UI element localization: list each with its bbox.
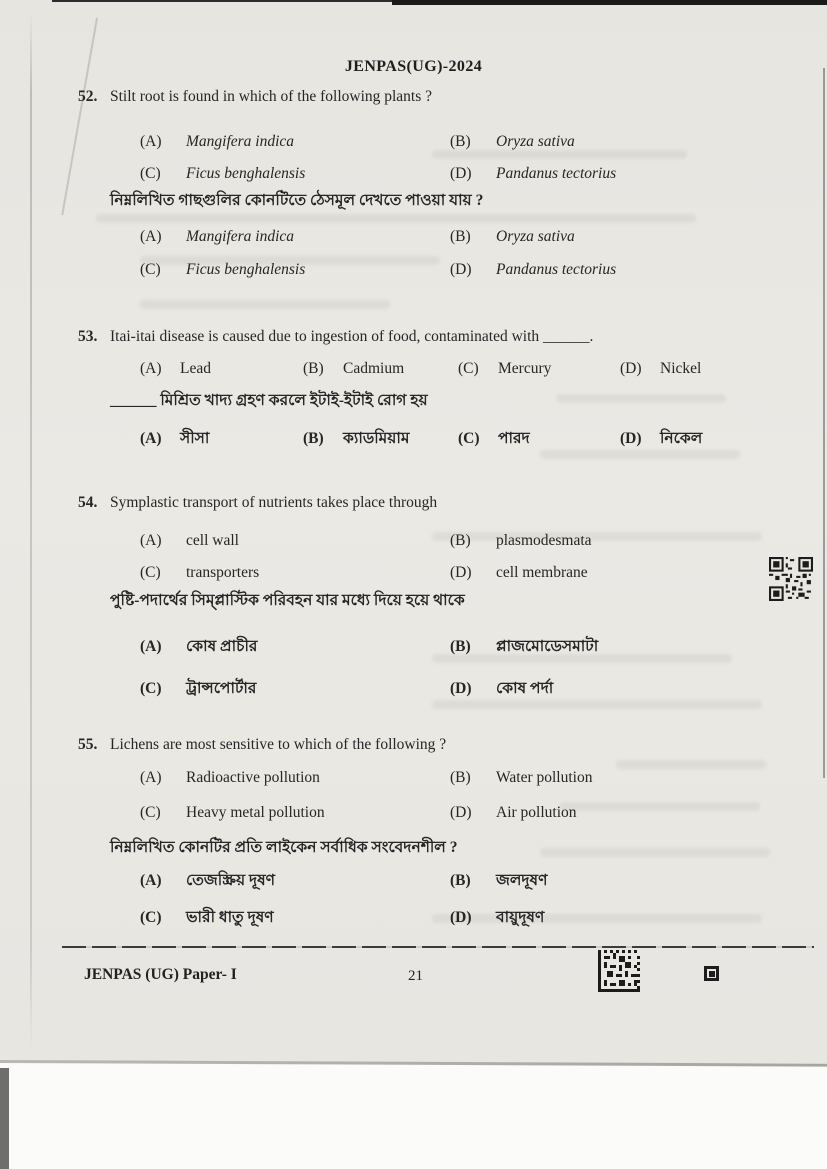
option-d (450, 907, 827, 928)
option-key: (D) (450, 909, 472, 926)
option-a (140, 131, 450, 152)
option-d (450, 802, 827, 823)
option-text: Ficus benghalensis (186, 261, 306, 278)
option-key: (D) (450, 680, 472, 697)
question-text-bn: ______ মিশ্রিত খাদ্য গ্রহণ করলে ইটাই-ইটাই রোগ হয় (110, 392, 428, 409)
question-block-54 (0, 492, 827, 699)
option-c (458, 428, 620, 449)
option-text: Cadmium (343, 360, 405, 377)
footer-divider (62, 946, 814, 948)
option-text: Mangifera indica (186, 228, 295, 245)
square-corner-mark (704, 966, 719, 981)
option-a (140, 767, 450, 788)
option-text: Heavy metal pollution (186, 804, 325, 821)
option-key: (A) (140, 430, 162, 447)
option-text: Pandanus tectorius (496, 261, 617, 278)
option-key: (B) (450, 133, 471, 150)
bleed-through-artifact (432, 700, 762, 709)
question-text-en: Lichens are most sensitive to which of the following ? (110, 736, 447, 753)
option-text: plasmodesmata (496, 532, 592, 549)
option-a (140, 636, 450, 657)
option-key: (D) (450, 165, 472, 182)
options-en (140, 358, 827, 379)
qr-code (769, 557, 813, 601)
scanner-background (0, 1063, 827, 1169)
options-bn (140, 636, 827, 699)
option-key: (C) (140, 909, 162, 926)
option-text: ভারী ধাতু দূষণ (186, 909, 274, 926)
option-c (140, 802, 450, 823)
bleed-through-artifact (540, 450, 740, 459)
option-key: (B) (450, 769, 471, 786)
options-bn (140, 428, 827, 449)
option-text: Radioactive pollution (186, 769, 320, 786)
option-text: কোষ পর্দা (496, 680, 554, 697)
option-key: (C) (140, 804, 161, 821)
option-b (450, 636, 827, 657)
option-key: (B) (450, 228, 471, 245)
option-key: (A) (140, 133, 162, 150)
option-key: (A) (140, 872, 162, 889)
option-a (140, 358, 303, 379)
option-c (140, 163, 450, 184)
option-key: (B) (303, 360, 324, 377)
option-text: বায়ুদূষণ (496, 909, 545, 926)
bleed-through-artifact (140, 300, 390, 309)
option-key: (A) (140, 638, 162, 655)
option-key: (B) (450, 532, 471, 549)
option-text: কোষ প্রাচীর (186, 638, 258, 655)
options-en (140, 530, 827, 583)
option-text: সীসা (180, 430, 210, 447)
question-text-bn: নিম্নলিখিত কোনটির প্রতি লাইকেন সর্বাধিক সংবেদনশীল ? (110, 839, 458, 856)
question-text-bn: নিম্নলিখিত গাছগুলির কোনটিতে ঠেসমূল দেখতে পাওয়া যায় ? (110, 192, 484, 209)
option-a (140, 870, 450, 891)
option-key: (D) (620, 360, 642, 377)
scan-left-strip (0, 1068, 9, 1169)
question-number: 55. (78, 736, 98, 753)
option-text: Air pollution (496, 804, 577, 821)
option-text: Lead (180, 360, 211, 377)
option-text: Oryza sativa (496, 228, 575, 245)
option-key: (D) (450, 261, 472, 278)
question-text-bn: পুষ্টি-পদার্থের সিম্প্লাস্টিক পরিবহন যার মধ্যে দিয়ে হয়ে থাকে (110, 592, 465, 609)
option-key: (B) (450, 638, 471, 655)
option-text: নিকেল (660, 430, 703, 447)
option-text: Pandanus tectorius (496, 165, 617, 182)
options-bn (140, 870, 827, 928)
option-text: Mercury (498, 360, 552, 377)
option-key: (B) (450, 872, 471, 889)
option-key: (A) (140, 360, 162, 377)
option-c (140, 678, 450, 699)
question-block-55 (0, 734, 827, 928)
options-bn (140, 226, 827, 280)
option-a (140, 226, 450, 247)
option-b (303, 358, 458, 379)
option-d (450, 163, 827, 184)
option-text: পারদ (498, 430, 530, 447)
question-number: 52. (78, 88, 98, 105)
option-key: (C) (458, 430, 480, 447)
footer-paper-label: JENPAS (UG) Paper- I (84, 966, 237, 983)
option-text: Mangifera indica (186, 133, 295, 150)
option-text: transporters (186, 564, 260, 581)
option-a (140, 428, 303, 449)
option-key: (A) (140, 228, 162, 245)
option-text: cell wall (186, 532, 239, 549)
option-text: cell membrane (496, 564, 588, 581)
option-b (450, 870, 827, 891)
option-key: (C) (140, 564, 161, 581)
options-en (140, 767, 827, 823)
option-c (140, 562, 450, 583)
scan-top-edge (392, 0, 827, 5)
option-text: Water pollution (496, 769, 593, 786)
option-text: Nickel (660, 360, 702, 377)
question-text-en: Symplastic transport of nutrients takes place through (110, 494, 438, 511)
option-text: তেজস্ক্রিয় দূষণ (186, 872, 276, 889)
question-text-en: Stilt root is found in which of the following plants ? (110, 88, 433, 105)
option-text: Ficus benghalensis (186, 165, 306, 182)
option-text: প্লাজমোডেসমাটা (496, 638, 599, 655)
option-key: (B) (303, 430, 324, 447)
option-d (620, 358, 701, 379)
option-d (620, 428, 702, 449)
question-number: 53. (78, 328, 98, 345)
option-d (450, 259, 827, 280)
question-number: 54. (78, 494, 98, 511)
option-a (140, 530, 450, 551)
option-key: (D) (450, 564, 472, 581)
option-b (450, 767, 827, 788)
question-block-53 (0, 326, 827, 449)
options-en (140, 131, 827, 184)
option-c (458, 358, 620, 379)
option-b (450, 131, 827, 152)
option-key: (A) (140, 769, 162, 786)
data-matrix-code (598, 950, 640, 992)
page-title: JENPAS(UG)-2024 (344, 58, 483, 75)
option-b (450, 226, 827, 247)
option-key: (C) (140, 261, 161, 278)
option-d (450, 678, 827, 699)
option-c (140, 907, 450, 928)
option-key: (D) (620, 430, 642, 447)
option-text: ক্যাডমিয়াম (343, 430, 410, 447)
option-key: (A) (140, 532, 162, 549)
option-text: জলদূষণ (496, 872, 548, 889)
option-text: ট্রান্সপোর্টার (186, 680, 257, 697)
option-text: Oryza sativa (496, 133, 575, 150)
option-b (450, 530, 827, 551)
option-key: (C) (140, 165, 161, 182)
question-text-en: Itai-itai disease is caused due to ingestion of food, contaminated with ______. (110, 328, 594, 345)
option-key: (C) (140, 680, 162, 697)
option-key: (D) (450, 804, 472, 821)
option-key: (C) (458, 360, 479, 377)
footer-page-number: 21 (408, 968, 423, 984)
option-b (303, 428, 458, 449)
scan-top-edge (52, 0, 392, 2)
option-c (140, 259, 450, 280)
question-block-52 (0, 86, 827, 280)
